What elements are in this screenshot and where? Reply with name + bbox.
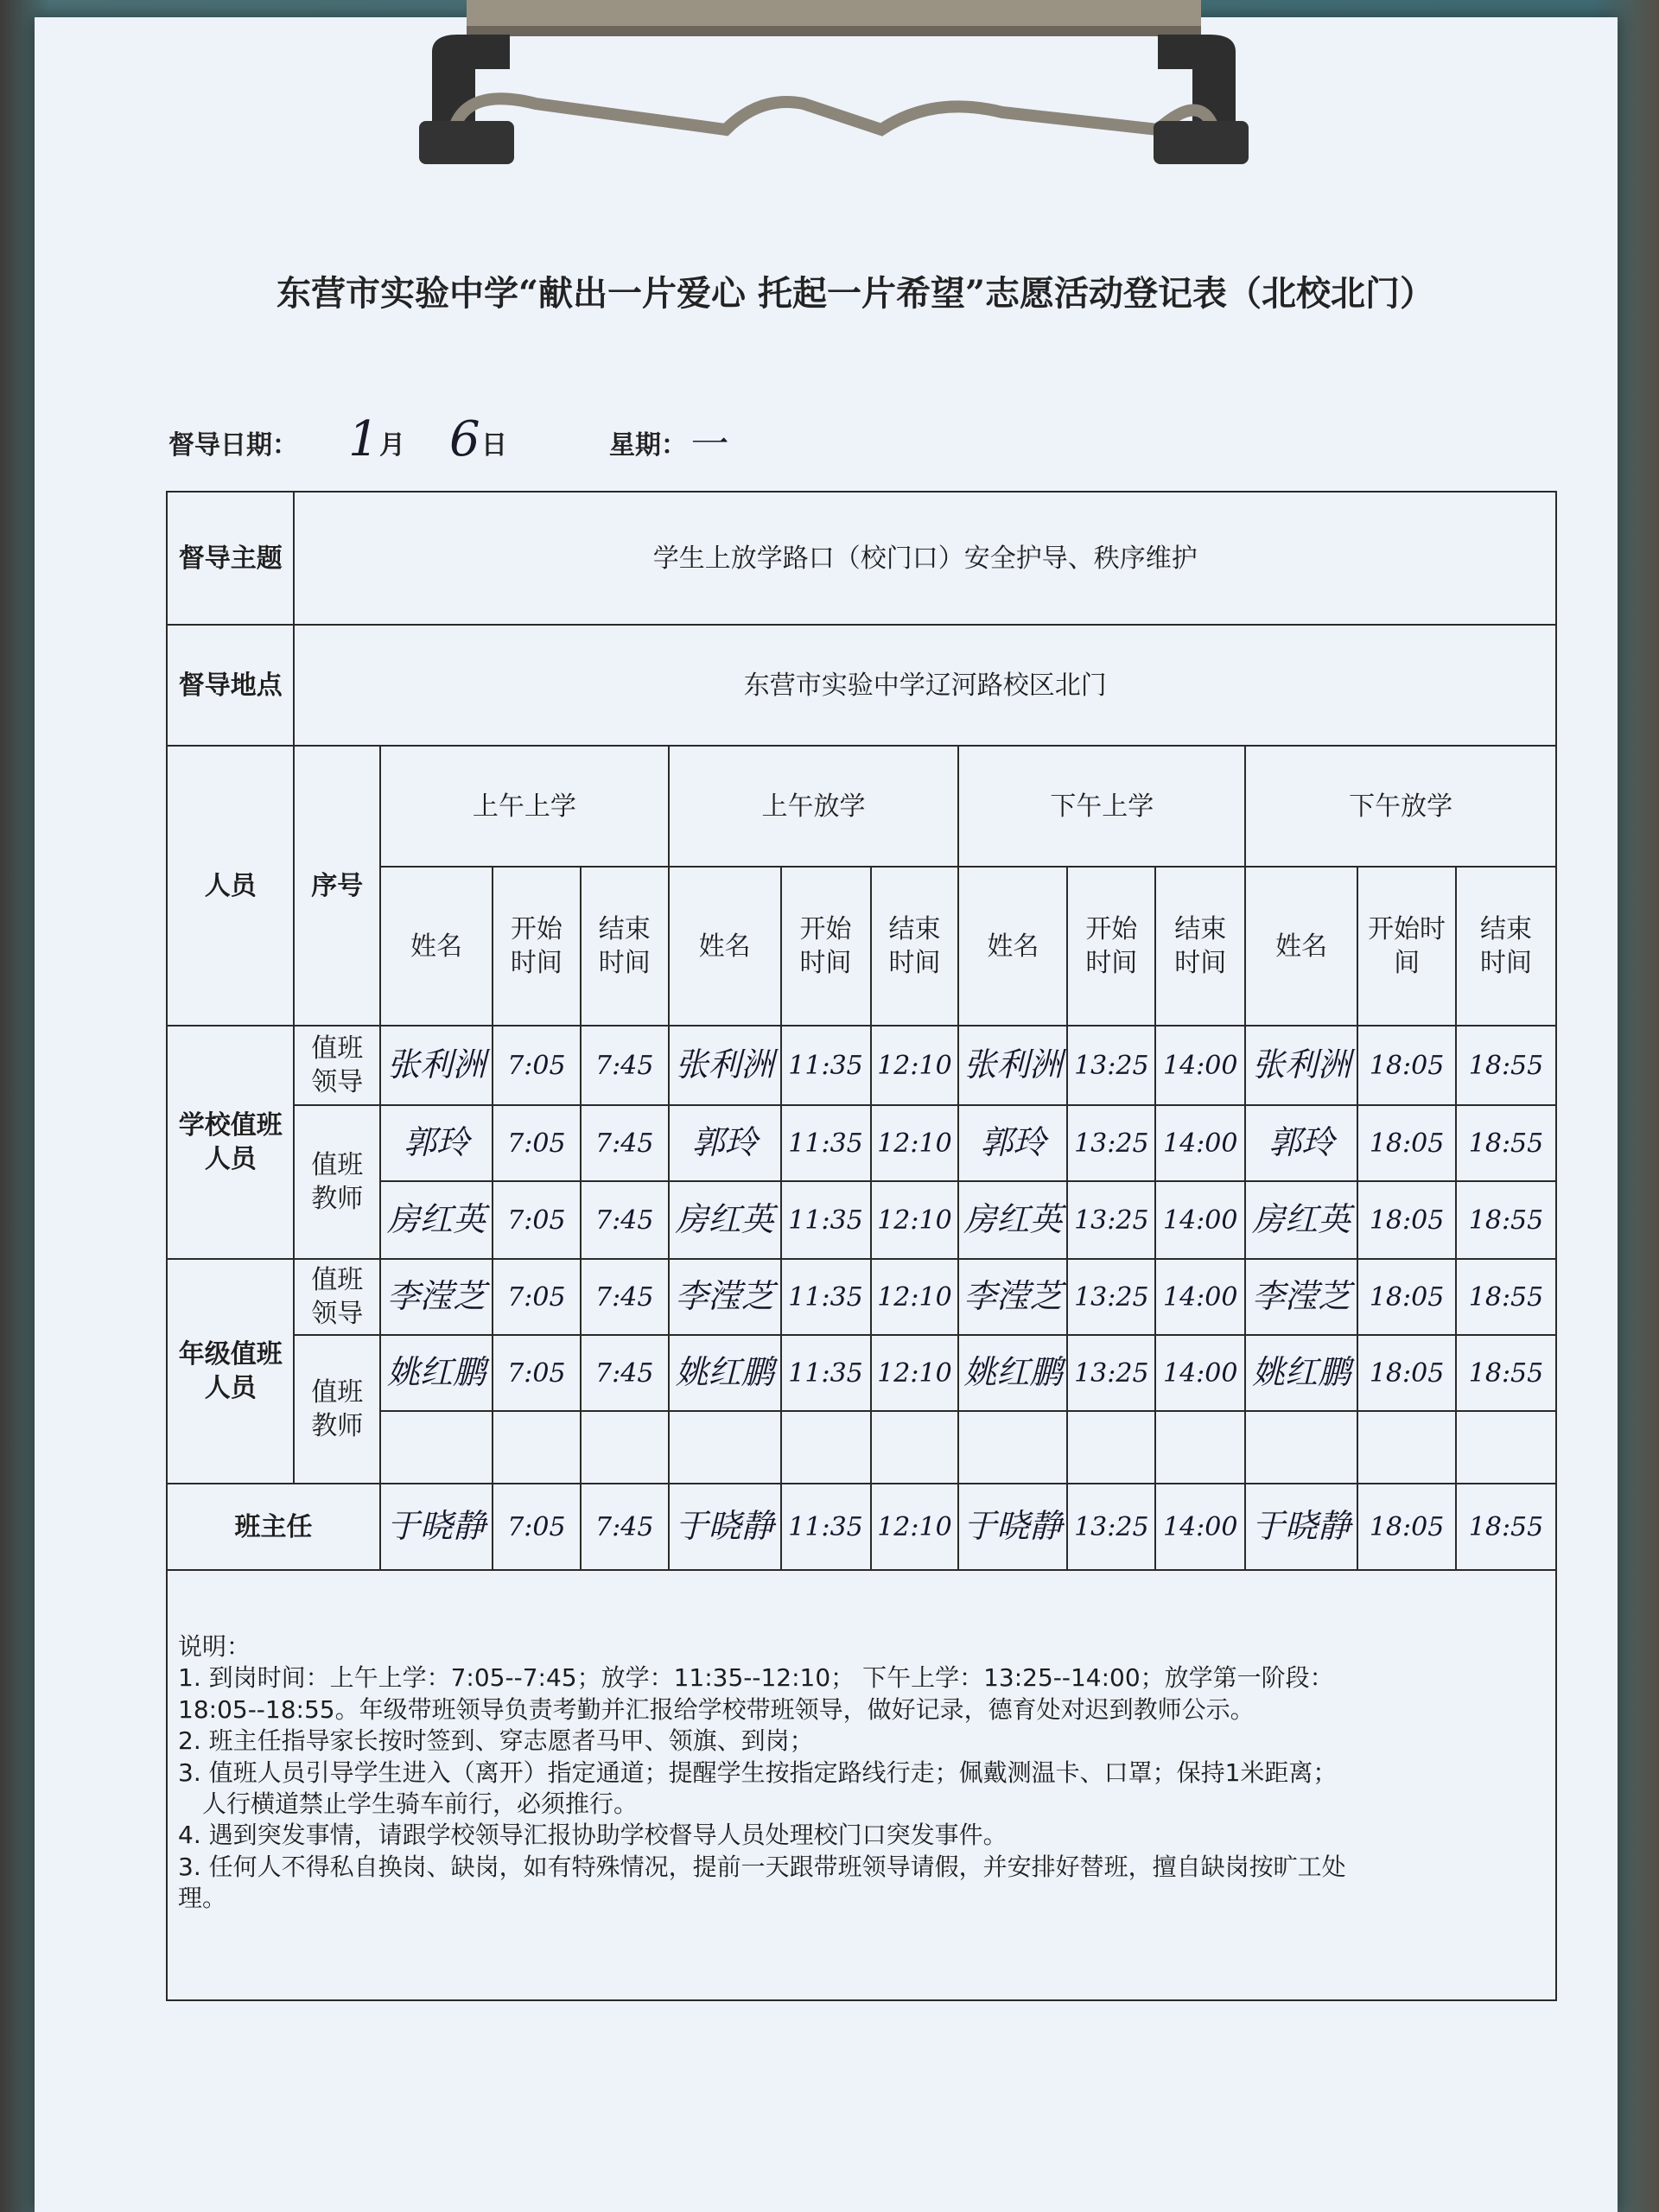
- time-cell: 12:10: [871, 1484, 959, 1570]
- register-table: [166, 491, 1557, 2001]
- time-cell: 11:35: [781, 1026, 871, 1105]
- sign-cell: 姚红鹏: [380, 1335, 493, 1411]
- time-cell: 13:25: [1067, 1105, 1155, 1181]
- time-cell: 11:35: [781, 1105, 871, 1181]
- role-leader: 值班 领导: [294, 1026, 380, 1105]
- empty-cell: [493, 1411, 581, 1484]
- empty-cell: [1357, 1411, 1456, 1484]
- time-cell: 14:00: [1155, 1484, 1245, 1570]
- empty-cell: [669, 1411, 781, 1484]
- start-header: 开始 时间: [781, 867, 871, 1026]
- time-cell: 14:00: [1155, 1105, 1245, 1181]
- time-cell: 18:55: [1456, 1026, 1556, 1105]
- empty-cell: [1456, 1411, 1556, 1484]
- time-cell: 12:10: [871, 1105, 959, 1181]
- time-cell: 12:10: [871, 1181, 959, 1259]
- time-cell: 18:55: [1456, 1259, 1556, 1335]
- empty-cell: [1155, 1411, 1245, 1484]
- weekday-value: 一: [687, 423, 725, 467]
- time-cell: 14:00: [1155, 1181, 1245, 1259]
- date-month-unit: 月: [379, 430, 405, 461]
- time-cell: 7:45: [581, 1335, 669, 1411]
- sign-cell: 张利洲: [380, 1026, 493, 1105]
- time-cell: 7:45: [581, 1484, 669, 1570]
- sign-cell: 张利洲: [669, 1026, 781, 1105]
- location-value: 东营市实验中学辽河路校区北门: [294, 625, 1556, 746]
- location-label: 督导地点: [167, 625, 294, 746]
- sign-cell: 张利洲: [958, 1026, 1067, 1105]
- instructions: 说明： 1. 到岗时间：上午上学：7:05--7:45；放学：11:35--12:10； 下午上学：13:25--14:00；放学第一阶段： 18:05--18:55。年级带班领导负责考勤并汇报给学校带班领导，做好记录，德育处对迟到教师公示。 2. 班主任指导家长按时签到、穿志愿者马甲、领旗、到岗； 3. 值班人员引导学生进入（离开）指定通道；提醒学生按指定路线行走；佩戴测温卡、口罩；保持1米距离； 人行横道禁止学生骑车前行，必须推行。 4. 遇到突发事情，请跟学校领导汇报协助学校督导人员处理校门口突发事件。 3. 任何人不得私自换岗、缺岗，如有特殊情况，提前一天跟带班领导请假，并安排好替班，擅自缺岗按旷工处 理。: [167, 1570, 1556, 2000]
- time-cell: 7:45: [581, 1181, 669, 1259]
- empty-cell: [581, 1411, 669, 1484]
- time-cell: 12:10: [871, 1335, 959, 1411]
- name-header: 姓名: [669, 867, 781, 1026]
- empty-cell: [781, 1411, 871, 1484]
- empty-cell: [958, 1411, 1067, 1484]
- sign-cell: 房红英: [1245, 1181, 1357, 1259]
- sign-cell: 李滢芝: [380, 1259, 493, 1335]
- start-header: 开始 时间: [1067, 867, 1155, 1026]
- end-header: 结束 时间: [581, 867, 669, 1026]
- sign-cell: 姚红鹏: [669, 1335, 781, 1411]
- sign-cell: 于晓静: [1245, 1484, 1357, 1570]
- time-cell: 7:05: [493, 1026, 581, 1105]
- sign-cell: 于晓静: [669, 1484, 781, 1570]
- form-title: 东营市实验中学“献出一片爱心 托起一片希望”志愿活动登记表（北校北门）: [276, 273, 1434, 314]
- sign-cell: 郭玲: [380, 1105, 493, 1181]
- time-cell: 18:55: [1456, 1484, 1556, 1570]
- time-cell: 18:05: [1357, 1105, 1456, 1181]
- date-label: 督导日期：: [168, 430, 298, 461]
- time-cell: 11:35: [781, 1335, 871, 1411]
- time-cell: 14:00: [1155, 1335, 1245, 1411]
- date-day: 6: [449, 411, 480, 467]
- topic-label: 督导主题: [167, 492, 294, 625]
- sign-cell: 房红英: [380, 1181, 493, 1259]
- period-afternoon-arrival: 下午上学: [958, 746, 1245, 867]
- time-cell: 11:35: [781, 1484, 871, 1570]
- time-cell: 12:10: [871, 1259, 959, 1335]
- name-header: 姓名: [958, 867, 1067, 1026]
- sign-cell: 李滢芝: [1245, 1259, 1357, 1335]
- name-header: 姓名: [380, 867, 493, 1026]
- time-cell: 7:45: [581, 1105, 669, 1181]
- seq-header: 序号: [294, 746, 380, 1026]
- weekday-label: 星期：: [609, 430, 687, 461]
- empty-cell: [1067, 1411, 1155, 1484]
- time-cell: 18:55: [1456, 1105, 1556, 1181]
- time-cell: 11:35: [781, 1181, 871, 1259]
- time-cell: 7:05: [493, 1484, 581, 1570]
- school-duty-group: 学校值班 人员: [167, 1026, 294, 1259]
- date-month: 1: [348, 411, 379, 467]
- time-cell: 18:05: [1357, 1181, 1456, 1259]
- time-cell: 14:00: [1155, 1259, 1245, 1335]
- time-cell: 18:05: [1357, 1026, 1456, 1105]
- personnel-header: 人员: [167, 746, 294, 1026]
- period-morning-dismissal: 上午放学: [669, 746, 959, 867]
- start-header: 开始 时间: [493, 867, 581, 1026]
- start-header: 开始时 间: [1357, 867, 1456, 1026]
- empty-cell: [380, 1411, 493, 1484]
- date-day-unit: 日: [481, 430, 507, 461]
- time-cell: 13:25: [1067, 1335, 1155, 1411]
- role-leader: 值班 领导: [294, 1259, 380, 1335]
- supervision-date-row: [168, 411, 1378, 475]
- time-cell: 7:45: [581, 1026, 669, 1105]
- sign-cell: 郭玲: [958, 1105, 1067, 1181]
- sign-cell: 郭玲: [1245, 1105, 1357, 1181]
- sign-cell: 于晓静: [958, 1484, 1067, 1570]
- sign-cell: 于晓静: [380, 1484, 493, 1570]
- time-cell: 18:55: [1456, 1335, 1556, 1411]
- time-cell: 18:05: [1357, 1259, 1456, 1335]
- role-teacher: 值班 教师: [294, 1105, 380, 1259]
- name-header: 姓名: [1245, 867, 1357, 1026]
- period-morning-arrival: 上午上学: [380, 746, 669, 867]
- sign-cell: 郭玲: [669, 1105, 781, 1181]
- empty-cell: [1245, 1411, 1357, 1484]
- grade-duty-group: 年级值班 人员: [167, 1259, 294, 1484]
- time-cell: 18:55: [1456, 1181, 1556, 1259]
- paper-sheet: [35, 17, 1618, 2212]
- sign-cell: 张利洲: [1245, 1026, 1357, 1105]
- role-teacher: 值班 教师: [294, 1335, 380, 1484]
- time-cell: 7:05: [493, 1259, 581, 1335]
- empty-cell: [871, 1411, 959, 1484]
- time-cell: 11:35: [781, 1259, 871, 1335]
- time-cell: 13:25: [1067, 1259, 1155, 1335]
- sign-cell: 房红英: [669, 1181, 781, 1259]
- head-teacher-label: 班主任: [167, 1484, 380, 1570]
- topic-value: 学生上放学路口（校门口）安全护导、秩序维护: [294, 492, 1556, 625]
- time-cell: 18:05: [1357, 1484, 1456, 1570]
- end-header: 结束 时间: [871, 867, 959, 1026]
- time-cell: 7:05: [493, 1105, 581, 1181]
- time-cell: 13:25: [1067, 1181, 1155, 1259]
- time-cell: 13:25: [1067, 1026, 1155, 1105]
- sign-cell: 姚红鹏: [958, 1335, 1067, 1411]
- binder-clip: [397, 0, 1270, 181]
- sign-cell: 李滢芝: [669, 1259, 781, 1335]
- time-cell: 7:05: [493, 1181, 581, 1259]
- period-afternoon-dismissal: 下午放学: [1245, 746, 1556, 867]
- time-cell: 7:05: [493, 1335, 581, 1411]
- time-cell: 13:25: [1067, 1484, 1155, 1570]
- end-header: 结束 时间: [1155, 867, 1245, 1026]
- time-cell: 7:45: [581, 1259, 669, 1335]
- time-cell: 12:10: [871, 1026, 959, 1105]
- sign-cell: 李滢芝: [958, 1259, 1067, 1335]
- time-cell: 18:05: [1357, 1335, 1456, 1411]
- sign-cell: 房红英: [958, 1181, 1067, 1259]
- end-header: 结束 时间: [1456, 867, 1556, 1026]
- sign-cell: 姚红鹏: [1245, 1335, 1357, 1411]
- time-cell: 14:00: [1155, 1026, 1245, 1105]
